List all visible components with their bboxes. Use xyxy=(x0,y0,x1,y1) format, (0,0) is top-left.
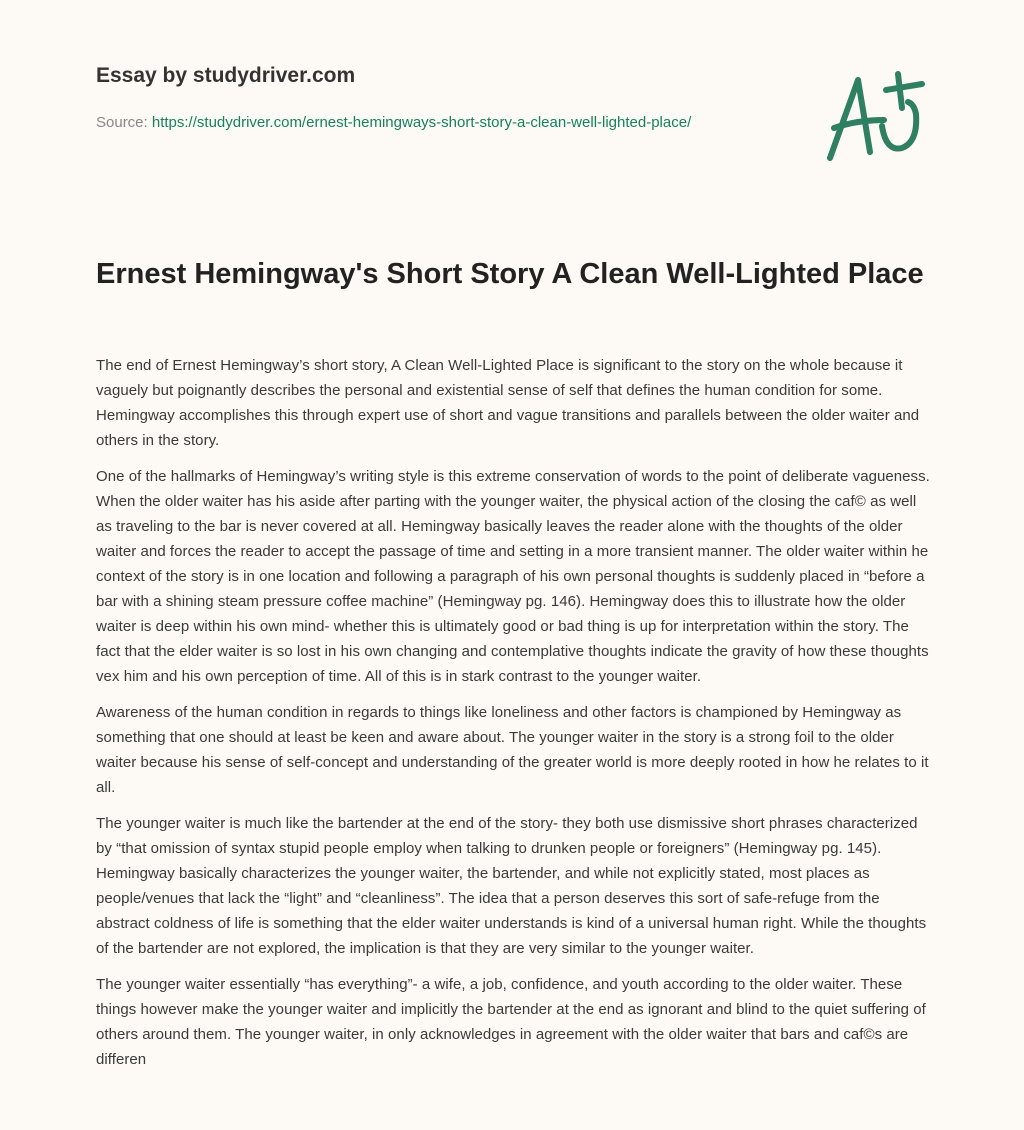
essay-header xyxy=(96,64,736,135)
paragraph: Awareness of the human condition in regards to things like loneliness and other factors is championed by Hemingway as something that one should at least be keen and aware about. The younger waiter in the story is a strong foil to the older waiter because his sense of self-concept and understanding of the greater world is more deeply rooted in how he relates to it all. xyxy=(96,704,929,796)
source-link[interactable]: https://studydriver.com/ernest-hemingways-short-story-a-clean-well-lighted-place/ xyxy=(151,114,692,131)
essay-body xyxy=(96,353,932,1083)
paragraph: The end of Ernest Hemingway’s short story, A Clean Well-Lighted Place is significant to the story on the whole because it vaguely but poignantly describes the personal and existential sense of self that defines the human condition for some. Hemingway accomplishes this through expert use of short and vague transitions and parallels between the older waiter and others in the story. xyxy=(96,357,920,449)
paragraph: One of the hallmarks of Hemingway’s writing style is this extreme conservation of words to the point of deliberate vagueness. When the older waiter has his aside after parting with the younger waiter, the physical action of the closing the caf© as well as traveling to the bar is never covered at all. Hemingway basically leaves the reader alone with the thoughts of the older waiter and forces the reader to accept the passage of time and setting in a more transient manner. The older waiter within he context of the story is in one location and following a paragraph of his own personal thoughts is suddenly placed in “before a bar with a shining steam pressure coffee machine” (Hemingway pg. 146). Hemingway does this to illustrate how the older waiter is deep within his own mind- whether this is ultimately good or bad thing is up for interpretation within the story. The fact that the elder waiter is so lost in his own changing and contemplative thoughts indicate the gravity of how these thoughts vex him and his own perception of time. All of this is in stark contrast to the younger waiter. xyxy=(96,468,930,685)
essay-title: Ernest Hemingway's Short Story A Clean Well-Lighted Place xyxy=(96,258,924,290)
a-plus-logo-icon xyxy=(822,68,932,168)
paragraph: The younger waiter is much like the bartender at the end of the story- they both use dismissive short phrases characterized by “that omission of syntax stupid people employ when talking to drunken people or foreigners” (Hemingway pg. 145). Hemingway basically characterizes the younger waiter, the bartender, and while not explicitly stated, most places as people/venues that lack the “light” and “cleanliness”. The idea that a person deserves this sort of safe-refuge from the abstract coldness of life is something that the elder waiter understands is kind of a universal human right. While the thoughts of the bartender are not explored, the implication is that they are very similar to the younger waiter. xyxy=(96,815,927,957)
paragraph: The younger waiter essentially “has everything”- a wife, a job, confidence, and youth according to the older waiter. These things however make the younger waiter and implicitly the bartender at the end as ignorant and blind to the quiet suffering of others around them. The younger waiter, in only acknowledges in agreement with the older waiter that bars and caf©s are differen xyxy=(96,976,926,1068)
source-line xyxy=(96,110,736,135)
source-label: Source: xyxy=(96,114,148,131)
brand-title: Essay by studydriver.com xyxy=(96,64,356,87)
